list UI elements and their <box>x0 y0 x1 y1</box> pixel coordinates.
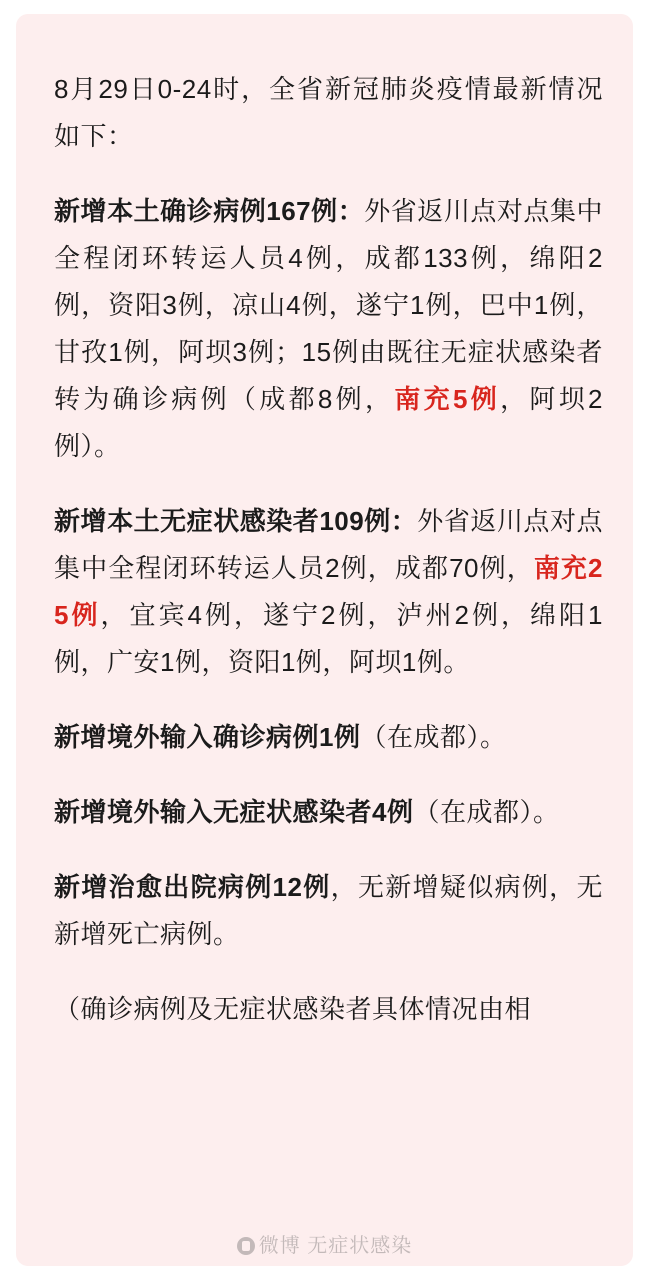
paragraph-local-confirmed <box>54 188 603 470</box>
local-asymptomatic-highlight: 南充25例 <box>54 553 603 630</box>
recovered-heading: 新增治愈出院病例12例 <box>54 872 331 902</box>
imported-asymptomatic-heading: 新增境外输入无症状感染者4例 <box>54 797 414 827</box>
paragraph-note <box>54 986 603 1033</box>
local-confirmed-heading: 新增本土确诊病例167例： <box>54 196 365 226</box>
paragraph-imported-confirmed <box>54 714 603 761</box>
watermark-label: 微博 无症状感染 <box>258 1235 413 1257</box>
imported-confirmed-heading: 新增境外输入确诊病例1例 <box>54 722 361 752</box>
paragraph-intro <box>54 66 603 160</box>
paragraph-recovered <box>54 864 603 958</box>
paragraph-local-asymptomatic <box>54 498 603 686</box>
local-confirmed-highlight: 南充5例 <box>394 384 501 414</box>
local-confirmed-tail: ，阿坝2例）。 <box>54 384 603 461</box>
local-confirmed-body: 外省返川点对点集中全程闭环转运人员4例，成都133例，绵阳2例，资阳3例，凉山4例，遂宁1例，巴中1例，甘孜1例，阿坝3例；15例由既往无症状感染者转为确诊病例（成都8例， <box>54 196 603 414</box>
recovered-tail: ，无新增疑似病例，无新增死亡病例。 <box>54 872 603 949</box>
announcement-card <box>16 14 633 1266</box>
note-text: （确诊病例及无症状感染者具体情况由相 <box>54 994 532 1024</box>
local-asymptomatic-tail: ，宜宾4例，遂宁2例，泸州2例，绵阳1例，广安1例，资阳1例，阿坝1例。 <box>54 600 603 677</box>
paragraph-imported-asymptomatic <box>54 789 603 836</box>
local-asymptomatic-body: 外省返川点对点集中全程闭环转运人员2例，成都70例， <box>54 506 603 583</box>
imported-confirmed-tail: （在成都）。 <box>360 722 507 752</box>
imported-asymptomatic-tail: （在成都）。 <box>413 797 560 827</box>
local-asymptomatic-heading: 新增本土无症状感染者109例： <box>54 506 418 536</box>
intro-text: 8月29日0-24时，全省新冠肺炎疫情最新情况如下： <box>54 74 603 151</box>
